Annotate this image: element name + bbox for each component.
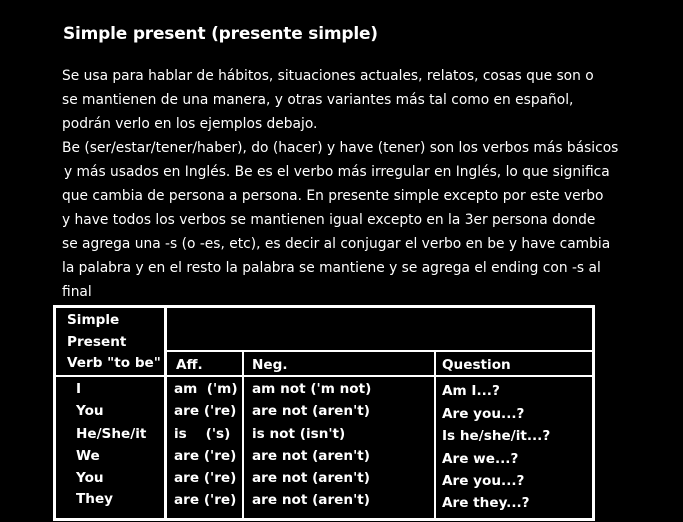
column-header-neg: Neg. xyxy=(252,357,288,373)
row-neg: are not (aren't) xyxy=(252,448,370,464)
intro-paragraph xyxy=(62,64,619,304)
row-question: Are you...? xyxy=(442,406,525,422)
paragraph-line: se mantienen de una manera, y otras variantes más tal como en español, xyxy=(62,92,574,108)
row-aff: are ('re) xyxy=(174,403,237,419)
paragraph-line: Be (ser/estar/tener/haber), do (hacer) y have (tener) son los verbos más básicos xyxy=(62,140,619,156)
row-aff: am ('m) xyxy=(174,381,238,397)
row-pronoun: He/She/it xyxy=(76,426,147,442)
row-aff: are ('re) xyxy=(174,470,237,486)
table-divider xyxy=(164,308,167,518)
row-neg: is not (isn't) xyxy=(252,426,346,442)
corner-header: Simple xyxy=(67,312,120,328)
paragraph-line: y más usados en Inglés. Be es el verbo más irregular en Inglés, lo que significa xyxy=(64,164,610,180)
row-aff: is ('s) xyxy=(174,426,231,442)
verb-to-be-table xyxy=(53,305,595,521)
row-pronoun: I xyxy=(76,381,82,397)
paragraph-line: que cambia de persona a persona. En presente simple excepto por este verbo xyxy=(62,188,604,204)
row-question: Are you...? xyxy=(442,473,525,489)
row-pronoun: They xyxy=(76,491,114,507)
row-question: Are we...? xyxy=(442,451,519,467)
table-divider xyxy=(56,375,592,377)
row-neg: are not (aren't) xyxy=(252,470,370,486)
paragraph-line: podrán verlo en los ejemplos debajo. xyxy=(62,116,318,132)
paragraph-line: Se usa para hablar de hábitos, situaciones actuales, relatos, cosas que son o xyxy=(62,68,594,84)
row-neg: are not (aren't) xyxy=(252,403,370,419)
row-question: Are they...? xyxy=(442,495,530,511)
page-title: Simple present (presente simple) xyxy=(63,24,378,44)
paragraph-line: final xyxy=(62,284,92,300)
row-neg: are not (aren't) xyxy=(252,492,370,508)
row-pronoun: You xyxy=(76,403,104,419)
paragraph-line: y have todos los verbos se mantienen igual excepto en la 3er persona donde xyxy=(62,212,596,228)
paragraph-line: se agrega una -s (o -es, etc), es decir al conjugar el verbo en be y have cambia xyxy=(62,236,611,252)
row-question: Is he/she/it...? xyxy=(442,428,551,444)
row-question: Am I...? xyxy=(442,383,500,399)
corner-header: Present xyxy=(67,334,127,350)
column-header-question: Question xyxy=(442,357,511,373)
corner-header: Verb "to be" xyxy=(67,355,161,371)
row-pronoun: We xyxy=(76,448,100,464)
row-neg: am not ('m not) xyxy=(252,381,372,397)
paragraph-line: la palabra y en el resto la palabra se mantiene y se agrega el ending con -s al xyxy=(62,260,601,276)
table-divider xyxy=(164,350,592,352)
row-aff: are ('re) xyxy=(174,448,237,464)
row-aff: are ('re) xyxy=(174,492,237,508)
row-pronoun: You xyxy=(76,470,104,486)
column-header-aff: Aff. xyxy=(176,357,203,373)
